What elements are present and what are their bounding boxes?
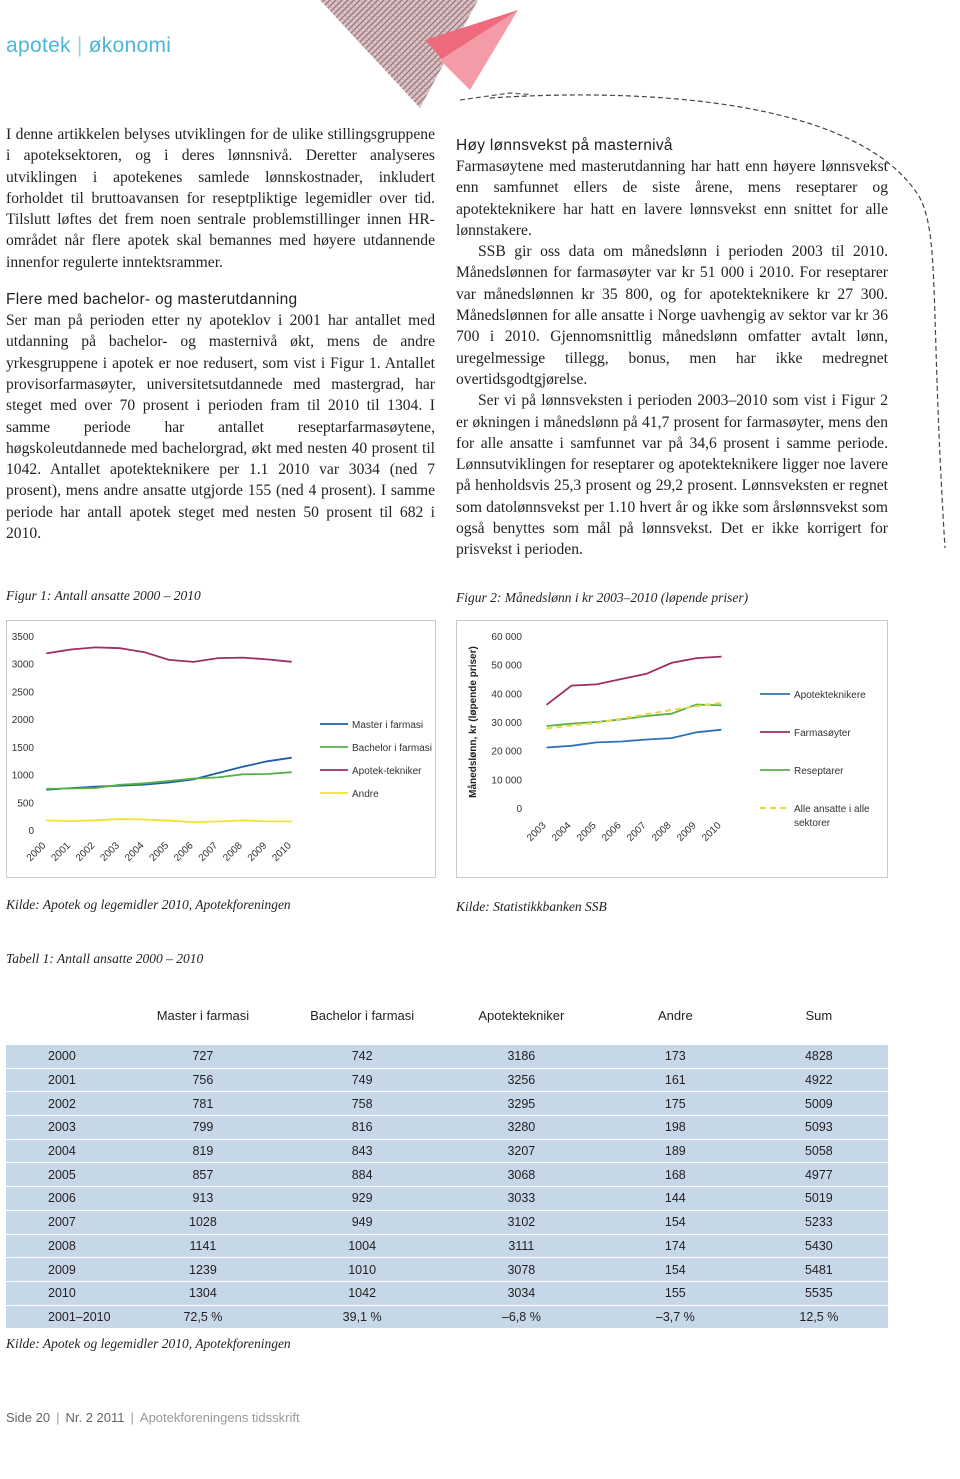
education-paragraph: Ser man på perioden etter ny apoteklov i 2001 har antallet med utdanning på bachelor- og masternivå økt, mens de andre yrkesgruppene i apotek er noe redusert, som vist i Figur 1. Antallet provisorfarmasøyter, universitetsutdannede med mastergrad, har steget med over 70 prosent i perioden fram til 2010 til 1304. I samme periode har antallet reseptarfarmasøytene, høgskoleutdannede med bachelorgrad, økt med nesten 40 prosent til 1042. Antallet apotekteknikere per 1.1 2010 var 3034 (ned 7 prosent), mens andre ansatte utgjorde 155 (ned 4 prosent). I samme periode har antall apotek steget med nesten 50 prosent til 682 i 2010. [6, 312, 435, 543]
table-cell: –3,7 % [601, 1305, 750, 1328]
table-row [6, 1163, 888, 1187]
table-cell: 5535 [750, 1281, 888, 1305]
y-tick-label: 40 000 [491, 689, 522, 701]
table-cell: 3102 [442, 1210, 601, 1234]
y-tick-label: 10 000 [491, 775, 522, 787]
table-cell: 3033 [442, 1187, 601, 1211]
table-cell: 758 [283, 1092, 442, 1116]
x-tick-label: 2006 [172, 840, 196, 864]
table-row-label: 2009 [6, 1258, 123, 1282]
table-summary-row [6, 1305, 888, 1328]
table-cell: 3280 [442, 1116, 601, 1140]
table-cell: 72,5 % [123, 1305, 282, 1328]
table-cell: 742 [283, 1045, 442, 1069]
table-header-cell: Bachelor i farmasi [283, 987, 442, 1045]
table-cell: 4828 [750, 1045, 888, 1069]
table-cell: 5093 [750, 1116, 888, 1140]
y-tick-label: 500 [17, 798, 34, 810]
table-cell: 4977 [750, 1163, 888, 1187]
table-cell: 161 [601, 1068, 750, 1092]
y-tick-label: 60 000 [491, 632, 522, 643]
figure-2-source: Kilde: Statistikkbanken SSB [456, 899, 607, 914]
section-label: apotek [6, 34, 71, 57]
table-header-cell: Master i farmasi [123, 987, 282, 1045]
table-row-label: 2005 [6, 1163, 123, 1187]
x-tick-label: 2000 [24, 840, 49, 864]
table-cell: 884 [283, 1163, 442, 1187]
y-axis-label: Månedslønn, kr (løpende priser) [468, 646, 479, 798]
series-line [46, 647, 291, 662]
x-tick-label: 2006 [600, 820, 624, 844]
figure-1-caption: Figur 1: Antall ansatte 2000 – 2010 [6, 588, 201, 603]
table-header-cell: Sum [750, 987, 888, 1045]
salary-paragraph-2: SSB gir oss data om månedslønn i perioden 2003 til 2010. Månedslønnen for farmasøyter var kr 51 000 i 2010. For reseptarer var månedslønnen kr 35 800, og for apotekteknikere kr 27 300. Månedslønnen for alle ansatte i Norge uavhengig av sektor var kr 36 700 i 2010. Gjennomsnittlig månedslønn omfatter avtalt lønn, uregelmessige tillegg, bonus, men har ikke medregnet overtidsgodtgjørelse. [456, 243, 888, 388]
table-1-caption: Tabell 1: Antall ansatte 2000 – 2010 [6, 951, 204, 966]
table-row-label: 2010 [6, 1281, 123, 1305]
table-cell: 12,5 % [750, 1305, 888, 1328]
table-cell: 3256 [442, 1068, 601, 1092]
series-line [547, 730, 722, 748]
table-cell: 929 [283, 1187, 442, 1211]
table-cell: 5481 [750, 1258, 888, 1282]
table-row-label: 2008 [6, 1234, 123, 1258]
x-tick-label: 2008 [650, 820, 674, 844]
legend-label: Farmasøyter [794, 728, 851, 739]
table-row [6, 1045, 888, 1069]
table-cell: 5009 [750, 1092, 888, 1116]
section-heading-salary: Høy lønnsvekst på masternivå [456, 137, 673, 154]
table-cell: 4922 [750, 1068, 888, 1092]
intro-paragraph: I denne artikkelen belyses utviklingen for de ulike stillingsgruppene i apoteksektoren, og i deres lønnsnivå. Deretter analyseres utviklingen i apotekenes samlede lønnskostnader, inkludert forholdet til bruttoavansen for reseptpliktige legemidler over tid. Tilslutt løftes det frem noen sentrale problemstillinger innen HR-området når flere apotek skal bemannes med høyere utdannende innenfor regulerte inntektsrammer. [6, 126, 435, 271]
x-tick-label: 2005 [575, 820, 599, 844]
table-cell: 3078 [442, 1258, 601, 1282]
y-tick-label: 1000 [11, 770, 34, 782]
table-row [6, 1234, 888, 1258]
x-tick-label: 2008 [221, 840, 245, 864]
table-cell: 3034 [442, 1281, 601, 1305]
table-cell: 5430 [750, 1234, 888, 1258]
figure-1-chart [6, 620, 436, 878]
table-header-cell [6, 987, 123, 1045]
legend-label: sektorer [794, 818, 831, 829]
y-tick-label: 3000 [11, 659, 34, 671]
table-cell: 144 [601, 1187, 750, 1211]
table-cell: 749 [283, 1068, 442, 1092]
magazine-name: Apotekforeningens tidsskrift [139, 1410, 300, 1425]
table-cell: 727 [123, 1045, 282, 1069]
table-cell: 173 [601, 1045, 750, 1069]
table-cell: 1042 [283, 1281, 442, 1305]
legend-label: Apotek-tekniker [352, 766, 422, 777]
table-cell: 1304 [123, 1281, 282, 1305]
table-cell: 5233 [750, 1210, 888, 1234]
table-row [6, 1210, 888, 1234]
table-cell: 843 [283, 1139, 442, 1163]
table-cell: 1004 [283, 1234, 442, 1258]
table-row [6, 1258, 888, 1282]
table-cell: 913 [123, 1187, 282, 1211]
figure-2-chart [456, 620, 888, 878]
table-cell: –6,8 % [442, 1305, 601, 1328]
employees-table [6, 987, 888, 1328]
x-tick-label: 2003 [98, 840, 123, 864]
figure-2-caption: Figur 2: Månedslønn i kr 2003–2010 (løpende priser) [456, 590, 749, 605]
y-tick-label: 1500 [11, 742, 34, 754]
y-tick-label: 2000 [11, 715, 34, 727]
table-cell: 154 [601, 1210, 750, 1234]
table-cell: 1010 [283, 1258, 442, 1282]
table-cell: 819 [123, 1139, 282, 1163]
series-line [46, 772, 291, 789]
table-row-label: 2006 [6, 1187, 123, 1211]
legend-label: Apotekteknikere [794, 690, 866, 701]
y-tick-label: 3500 [11, 632, 34, 643]
table-header-row [6, 987, 888, 1045]
table-cell: 781 [123, 1092, 282, 1116]
table-cell: 5019 [750, 1187, 888, 1211]
figure-1-source: Kilde: Apotek og legemidler 2010, Apotekforeningen [6, 897, 291, 912]
y-tick-label: 20 000 [491, 746, 522, 758]
page-footer [6, 1410, 300, 1425]
y-tick-label: 2500 [11, 687, 34, 699]
x-tick-label: 2010 [700, 820, 724, 844]
table-cell: 1239 [123, 1258, 282, 1282]
y-tick-label: 50 000 [491, 660, 522, 672]
x-tick-label: 2005 [147, 840, 172, 864]
legend-label: Master i farmasi [352, 720, 424, 731]
series-line [547, 657, 722, 705]
table-cell: 198 [601, 1116, 750, 1140]
table-row [6, 1139, 888, 1163]
legend-label: Alle ansatte i alle [794, 804, 870, 815]
table-row-label: 2003 [6, 1116, 123, 1140]
x-tick-label: 2002 [73, 840, 98, 864]
table-cell: 799 [123, 1116, 282, 1140]
legend-label: Andre [352, 789, 379, 800]
x-tick-label: 2009 [245, 840, 270, 864]
table-header-cell: Apotektekniker [442, 987, 601, 1045]
footer-separator: | [56, 1410, 60, 1425]
table-row [6, 1281, 888, 1305]
table-row [6, 1092, 888, 1116]
table-header-cell: Andre [601, 987, 750, 1045]
legend-label: Reseptarer [794, 766, 844, 777]
right-column [456, 135, 888, 561]
x-tick-label: 2007 [625, 820, 649, 844]
table-cell: 3207 [442, 1139, 601, 1163]
series-line [547, 705, 722, 727]
table-cell: 949 [283, 1210, 442, 1234]
table-cell: 168 [601, 1163, 750, 1187]
table-1-source: Kilde: Apotek og legemidler 2010, Apotekforeningen [6, 1336, 291, 1351]
table-cell: 174 [601, 1234, 750, 1258]
issue-number: Nr. 2 2011 [65, 1410, 125, 1425]
y-tick-label: 30 000 [491, 718, 522, 729]
header-separator: | [76, 34, 83, 57]
table-row-label: 2004 [6, 1139, 123, 1163]
table-row [6, 1068, 888, 1092]
table-row [6, 1116, 888, 1140]
y-tick-label: 0 [516, 804, 522, 815]
table-row-label: 2001 [6, 1068, 123, 1092]
x-tick-label: 2001 [49, 840, 73, 864]
table-row-label: 2000 [6, 1045, 123, 1069]
page-number: Side 20 [6, 1410, 51, 1425]
table-cell: 3295 [442, 1092, 601, 1116]
subsection-label: økonomi [88, 34, 172, 57]
table-row [6, 1187, 888, 1211]
table-cell: 154 [601, 1258, 750, 1282]
table-row-label: 2007 [6, 1210, 123, 1234]
footer-separator-2: | [130, 1410, 134, 1425]
salary-paragraph-1: Farmasøytene med masterutdanning har hatt enn høyere lønnsvekst enn samfunnet ellers de siste årene, mens reseptarer og apotekteknikere har hatt en lavere lønnsvekst enn snittet for alle lønnstakere. [456, 158, 888, 239]
table-cell: 857 [123, 1163, 282, 1187]
x-tick-label: 2004 [550, 820, 574, 844]
table-cell: 3186 [442, 1045, 601, 1069]
left-column [6, 124, 435, 544]
series-line [46, 819, 291, 822]
table-cell: 3068 [442, 1163, 601, 1187]
table-cell: 155 [601, 1281, 750, 1305]
table-cell: 5058 [750, 1139, 888, 1163]
table-cell: 816 [283, 1116, 442, 1140]
table-cell: 175 [601, 1092, 750, 1116]
table-cell: 189 [601, 1139, 750, 1163]
table-cell: 3111 [442, 1234, 601, 1258]
x-tick-label: 2007 [196, 840, 221, 864]
x-tick-label: 2004 [123, 840, 147, 864]
table-cell: 39,1 % [283, 1305, 442, 1328]
x-tick-label: 2009 [675, 820, 699, 844]
y-tick-label: 0 [28, 826, 34, 837]
legend-label: Bachelor i farmasi [352, 743, 433, 754]
x-tick-label: 2003 [525, 820, 549, 844]
table-cell: 756 [123, 1068, 282, 1092]
table-row-label: 2001–2010 [6, 1305, 123, 1328]
salary-paragraph-3: Ser vi på lønnsveksten i perioden 2003–2010 som vist i Figur 2 er økningen i månedslønn på 41,7 prosent for farmasøyter, mens den for alle ansatte i samfunnet var på 34,6 prosent i samme periode. Lønnsutviklingen for reseptarer og apotekteknikere ligger noe lavere på henholdsvis 25,3 prosent og 29,2 prosent. Lønnsveksten er regnet som datolønnsvekst per 1.10 hvert år og ikke som årslønnsvekst som også benyttes som mål på lønnsvekst. Det er ikke korrigert for prisvekst i perioden. [456, 392, 888, 559]
section-header [6, 34, 171, 58]
series-line [547, 703, 722, 729]
table-cell: 1141 [123, 1234, 282, 1258]
table-row-label: 2002 [6, 1092, 123, 1116]
x-tick-label: 2010 [270, 840, 294, 864]
table-cell: 1028 [123, 1210, 282, 1234]
section-heading-education: Flere med bachelor- og masterutdanning [6, 291, 298, 309]
